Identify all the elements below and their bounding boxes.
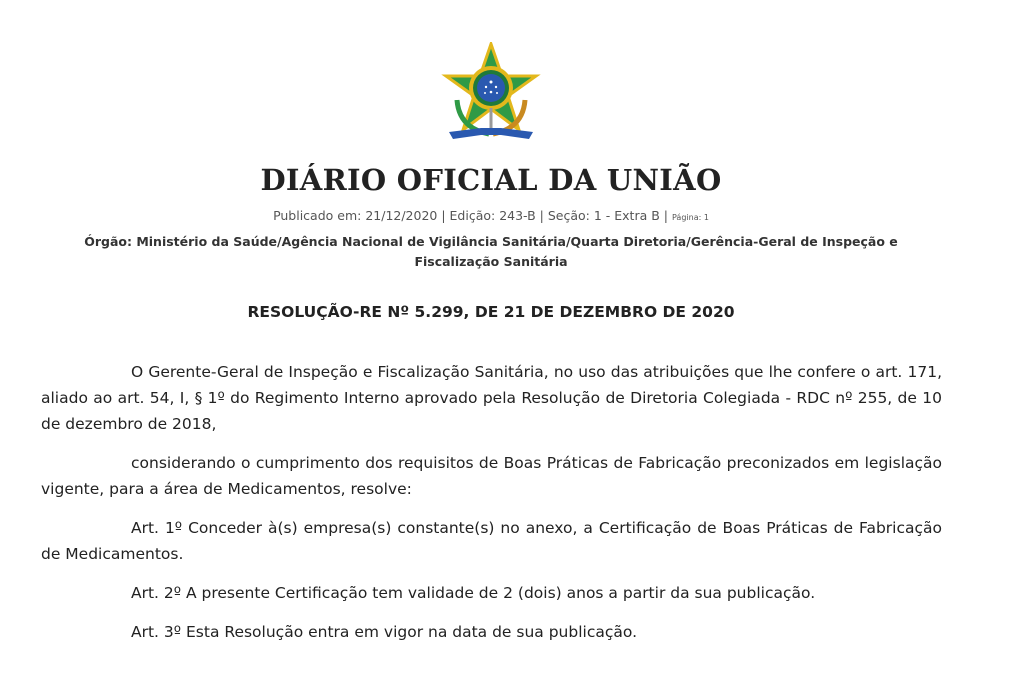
article-2: Art. 2º A presente Certificação tem validade de 2 (dois) anos a partir da sua publicação.	[131, 584, 816, 602]
resolution-body	[41, 359, 942, 658]
article-3: Art. 3º Esta Resolução entra em vigor na data de sua publicação.	[131, 623, 638, 641]
page-title: DIÁRIO OFICIAL DA UNIÃO	[260, 163, 722, 197]
issuing-organ: Órgão: Ministério da Saúde/Agência Nacional de Vigilância Sanitária/Quarta Diretoria/Gerência-Geral de Inspeção e Fiscalização Sanitária	[84, 234, 898, 269]
considering-paragraph: considerando o cumprimento dos requisitos de Boas Práticas de Fabricação preconizados em legislação vigente, para a área de Medicamentos, resolve:	[41, 454, 942, 498]
preamble-paragraph: O Gerente-Geral de Inspeção e Fiscalização Sanitária, no uso das atribuições que lhe confere o art. 171, aliado ao art. 54, I, § 1º do Regimento Interno aprovado pela Resolução de Diretoria Colegiada - RDC nº 255, de 10 de dezembro de 2018,	[41, 363, 942, 433]
publication-details: Publicado em: 21/12/2020 | Edição: 243-B | Seção: 1 - Extra B |	[273, 208, 668, 223]
article-1: Art. 1º Conceder à(s) empresa(s) constante(s) no anexo, a Certificação de Boas Práticas de Fabricação de Medicamentos.	[41, 519, 942, 563]
publication-info	[0, 208, 982, 223]
coat-of-arms-icon	[441, 42, 541, 142]
resolution-heading: RESOLUÇÃO-RE Nº 5.299, DE 21 DE DEZEMBRO DE 2020	[247, 303, 735, 321]
page-number: Página: 1	[671, 213, 709, 222]
